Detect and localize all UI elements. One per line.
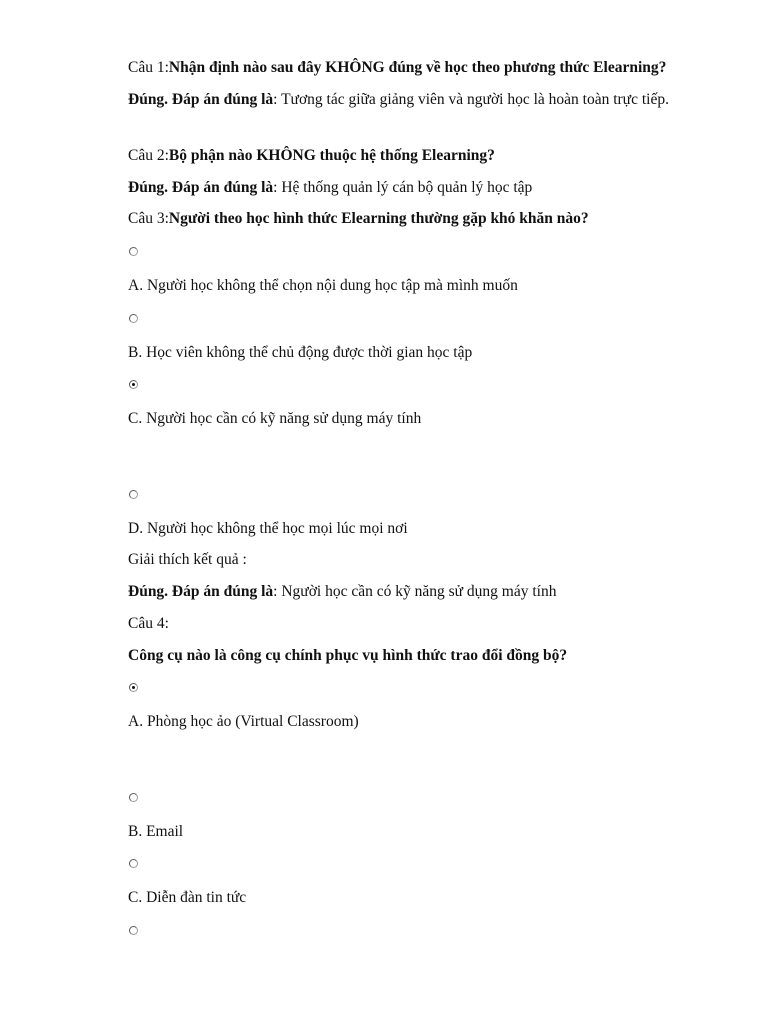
question-1-text: Nhận định nào sau đây KHÔNG đúng về học theo phương thức Elearning? <box>168 59 667 76</box>
question-3-option-b: B. Học viên không thể chủ động được thời gian học tập <box>128 344 473 361</box>
question-4-prefix: Câu 4: <box>128 615 169 632</box>
radio-dot <box>132 686 135 689</box>
radio-dot <box>132 383 135 386</box>
question-4-option-a-radio[interactable] <box>129 683 138 692</box>
question-3 <box>128 207 714 231</box>
question-3-option-a-radio[interactable] <box>129 247 138 256</box>
question-4-option-b: B. Email <box>128 823 184 840</box>
question-1-result-label: Đúng. Đáp án đúng là <box>128 91 274 108</box>
question-2-result-answer: Hệ thống quản lý cán bộ quản lý học tập <box>281 179 533 196</box>
question-2 <box>128 144 714 168</box>
question-3-option-a: A. Người học không thể chọn nội dung học tập mà mình muốn <box>128 277 518 294</box>
question-4-option-c: C. Diễn đàn tin tức <box>128 889 247 906</box>
question-3-result-label: Đúng. Đáp án đúng là <box>128 583 274 600</box>
question-3-option-d: D. Người học không thể học mọi lúc mọi nơi <box>128 520 408 537</box>
question-3-result-sep: : <box>273 583 282 600</box>
question-4-text: Công cụ nào là công cụ chính phục vụ hình thức trao đổi đồng bộ? <box>128 647 568 664</box>
question-1-prefix: Câu 1: <box>128 59 169 76</box>
question-4-option-c-radio[interactable] <box>129 859 138 868</box>
question-1-result-sep: : <box>273 91 282 108</box>
question-1 <box>128 56 714 80</box>
question-1-result-answer: Tương tác giữa giảng viên và người học là hoàn toàn trực tiếp. <box>281 91 669 108</box>
question-3-explanation-label: Giải thích kết quả : <box>128 551 247 568</box>
question-2-text: Bộ phận nào KHÔNG thuộc hệ thống Elearning? <box>168 147 495 164</box>
question-4-option-a: A. Phòng học ảo (Virtual Classroom) <box>128 713 359 730</box>
question-2-result-sep: : <box>273 179 282 196</box>
question-3-result-answer: Người học cần có kỹ năng sử dụng máy tính <box>281 583 557 600</box>
question-3-prefix: Câu 3: <box>128 210 169 227</box>
question-2-prefix: Câu 2: <box>128 147 169 164</box>
question-4-option-b-radio[interactable] <box>129 793 138 802</box>
question-3-option-d-radio[interactable] <box>129 490 138 499</box>
question-3-option-b-radio[interactable] <box>129 314 138 323</box>
question-2-result <box>128 176 714 200</box>
question-4-option-d-radio[interactable] <box>129 926 138 935</box>
question-3-text: Người theo học hình thức Elearning thường gặp khó khăn nào? <box>168 210 589 227</box>
question-1-result <box>128 88 714 112</box>
question-3-option-c-radio[interactable] <box>129 380 138 389</box>
question-3-option-c: C. Người học cần có kỹ năng sử dụng máy tính <box>128 410 422 427</box>
question-3-result <box>128 580 714 604</box>
question-4 <box>128 644 714 668</box>
question-2-result-label: Đúng. Đáp án đúng là <box>128 179 274 196</box>
